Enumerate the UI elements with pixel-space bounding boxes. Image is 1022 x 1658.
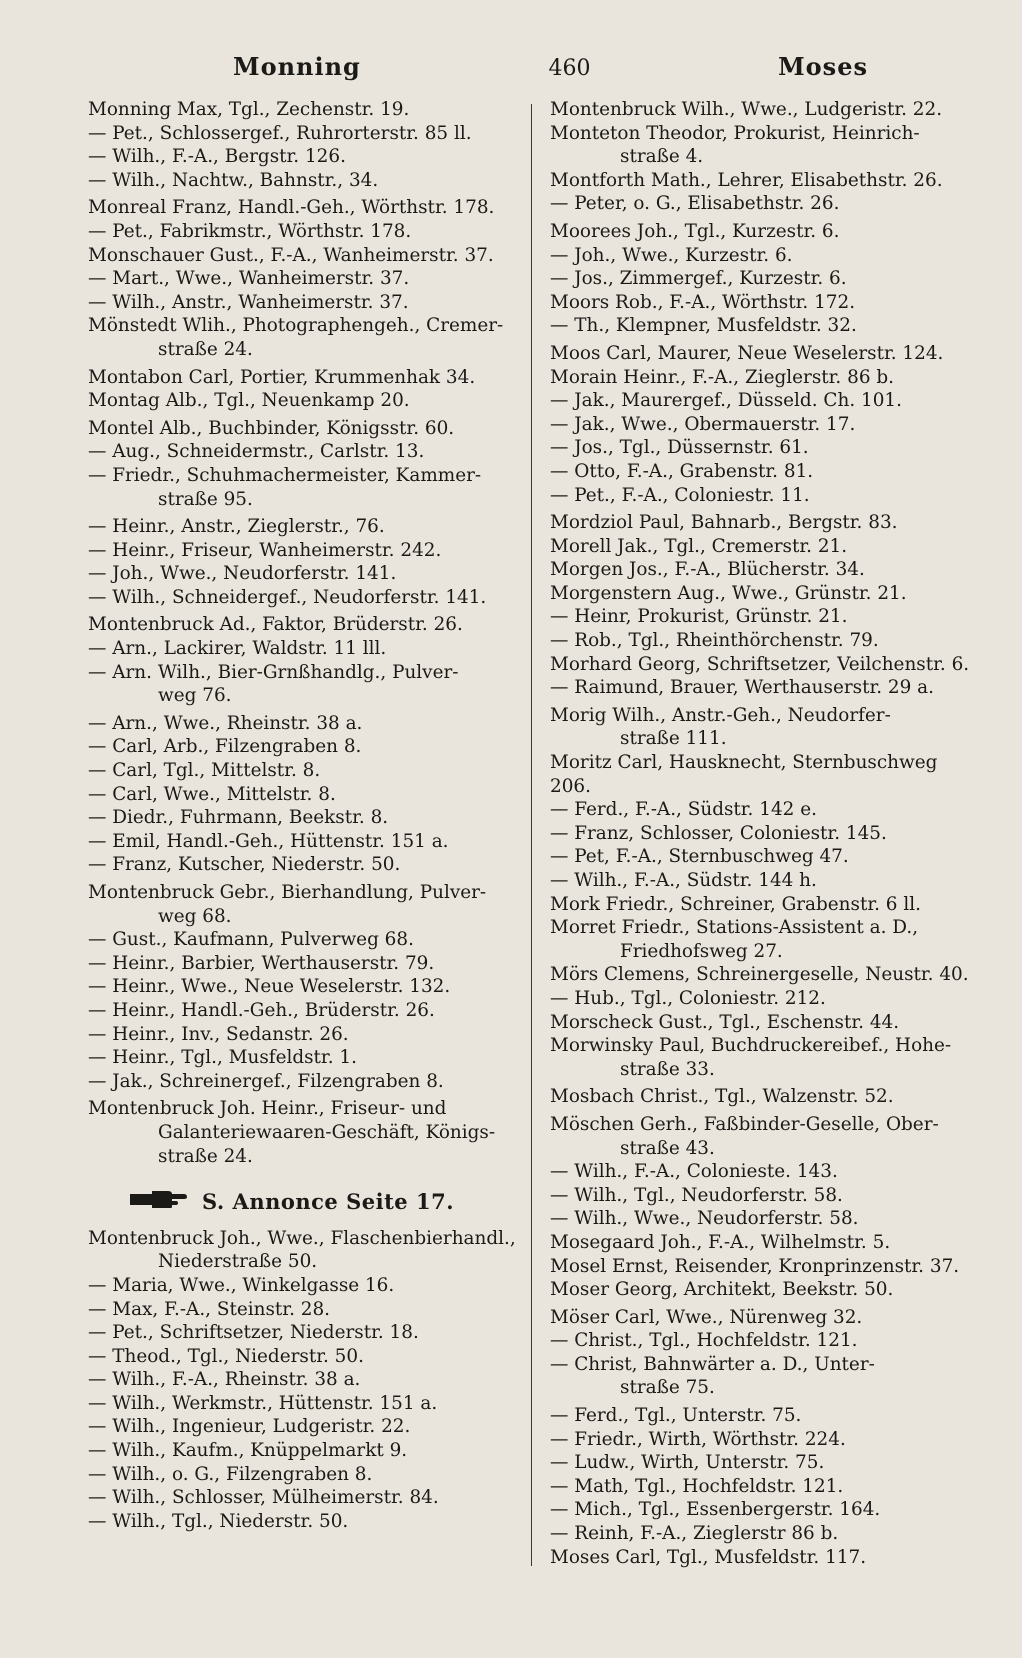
directory-entry (550, 845, 980, 869)
entry-line: — Maria, Wwe., Winkelgasse 16. (88, 1274, 395, 1296)
directory-entry (550, 1231, 980, 1255)
directory-entry (88, 389, 518, 413)
entry-line: Morscheck Gust., Tgl., Eschenstr. 44. (550, 1011, 900, 1033)
directory-entry (88, 1097, 518, 1168)
directory-entry (550, 1160, 980, 1184)
entry-continuation: straße 4. (620, 146, 704, 168)
entry-line: — Carl, Tgl., Mittelstr. 8. (88, 760, 321, 782)
directory-entry (88, 417, 518, 441)
column-divider (531, 104, 532, 1566)
entry-line: — Wilh., Tgl., Niederstr. 50. (88, 1510, 349, 1532)
directory-entry (550, 1113, 980, 1160)
entry-continuation: straße 24. (158, 1145, 253, 1167)
directory-entry (88, 366, 518, 390)
directory-entry (550, 1085, 980, 1109)
entry-line: Morig Wilh., Anstr.-Geh., Neudorfer- (550, 704, 891, 726)
entry-line: Morgenstern Aug., Wwe., Grünstr. 21. (550, 582, 907, 604)
entry-line: — Wilh., F.-A., Rheinstr. 38 a. (88, 1369, 361, 1391)
entry-line: — Arn. Wilh., Bier-Grnßhandlg., Pulver- (88, 661, 459, 683)
entry-line: Moses Carl, Tgl., Musfeldstr. 117. (550, 1546, 867, 1568)
entry-line: Morhard Georg, Schriftsetzer, Veilchenstr. 6. (550, 653, 970, 675)
directory-entry (88, 145, 518, 169)
entry-line: — Ludw., Wirth, Unterstr. 75. (550, 1452, 825, 1474)
directory-entry (550, 1329, 980, 1353)
directory-entry (550, 460, 980, 484)
entry-line: Mosbach Christ., Tgl., Walzenstr. 52. (550, 1086, 894, 1108)
directory-entry (88, 975, 518, 999)
entry-line: Montag Alb., Tgl., Neuenkamp 20. (88, 390, 410, 412)
entry-line: — Mart., Wwe., Wanheimerstr. 37. (88, 268, 410, 290)
directory-entry (88, 1227, 518, 1274)
entry-line: — Joh., Wwe., Neudorferstr. 141. (88, 563, 397, 585)
directory-entry (550, 342, 980, 366)
entry-line: Monschauer Gust., F.-A., Wanheimerstr. 37. (88, 244, 494, 266)
directory-entry (550, 1475, 980, 1499)
entry-line: — Heinr., Inv., Sedanstr. 26. (88, 1023, 349, 1045)
entry-line: — Arn., Wwe., Rheinstr. 38 a. (88, 712, 363, 734)
directory-entry (88, 244, 518, 268)
entry-line: — Wilh., Wwe., Neudorferstr. 58. (550, 1208, 859, 1230)
entry-line: Morgen Jos., F.-A., Blücherstr. 34. (550, 559, 865, 581)
directory-entry (550, 1428, 980, 1452)
entry-line: — Franz, Schlosser, Coloniestr. 145. (550, 822, 887, 844)
entry-line: Morain Heinr., F.-A., Zieglerstr. 86 b. (550, 366, 894, 388)
entry-line: — Wilh., Schneidergef., Neudorferstr. 141. (88, 586, 487, 608)
directory-entry (550, 484, 980, 508)
directory-entry (550, 893, 980, 917)
directory-entry (88, 783, 518, 807)
directory-entry (88, 1321, 518, 1345)
page-header (88, 52, 988, 92)
entry-line: — Hub., Tgl., Coloniestr. 212. (550, 987, 826, 1009)
directory-entry (550, 822, 980, 846)
directory-entry (88, 1298, 518, 1322)
header-right-keyword: Moses (778, 52, 868, 81)
directory-entry (88, 122, 518, 146)
directory-entry (88, 440, 518, 464)
directory-entry (88, 661, 518, 708)
directory-entry (550, 267, 980, 291)
directory-entry (550, 1404, 980, 1428)
entry-line: — Friedr., Wirth, Wörthstr. 224. (550, 1428, 846, 1450)
directory-entry (88, 613, 518, 637)
entry-line: — Wilh., o. G., Filzengraben 8. (88, 1463, 373, 1485)
directory-entry (88, 928, 518, 952)
directory-entry (88, 220, 518, 244)
directory-entry (550, 1034, 980, 1081)
entry-line: — Th., Klempner, Musfeldstr. 32. (550, 315, 857, 337)
directory-entry (550, 314, 980, 338)
directory-entry (550, 676, 980, 700)
directory-entry (550, 220, 980, 244)
directory-entry (88, 196, 518, 220)
entry-line: — Heinr., Tgl., Musfeldstr. 1. (88, 1047, 357, 1069)
entry-continuation: weg 76. (158, 685, 232, 707)
directory-entry (550, 1498, 980, 1522)
entry-line: Montabon Carl, Portier, Krummenhak 34. (88, 366, 476, 388)
entry-line: — Carl, Wwe., Mittelstr. 8. (88, 783, 336, 805)
directory-entry (550, 122, 980, 169)
entry-line: Monning Max, Tgl., Zechenstr. 19. (88, 99, 410, 120)
entry-line: — Reinh, F.-A., Zieglerstr 86 b. (550, 1523, 839, 1545)
directory-entry (88, 952, 518, 976)
entry-line: Mork Friedr., Schreiner, Grabenstr. 6 ll. (550, 893, 921, 915)
entry-line: — Carl, Arb., Filzengraben 8. (88, 736, 362, 758)
directory-entry (88, 637, 518, 661)
directory-entry (88, 806, 518, 830)
directory-entry (550, 916, 980, 963)
entry-line: — Gust., Kaufmann, Pulverweg 68. (88, 929, 414, 951)
directory-entry (550, 1546, 980, 1570)
directory-entry (550, 511, 980, 535)
directory-entry (88, 1345, 518, 1369)
entry-line: Montenbruck Ad., Faktor, Brüderstr. 26. (88, 614, 463, 636)
directory-entry (88, 735, 518, 759)
entry-line: Moritz Carl, Hausknecht, Sternbuschweg 206. (550, 752, 938, 797)
directory-entry (88, 999, 518, 1023)
entry-line: — Wilh., Ingenieur, Ludgeristr. 22. (88, 1416, 411, 1438)
directory-entry (88, 586, 518, 610)
directory-entry (550, 535, 980, 559)
directory-entry (550, 1353, 980, 1400)
entry-line: — Pet., Schlossergef., Ruhrorterstr. 85 ll. (88, 122, 472, 144)
right-column (550, 98, 980, 1569)
directory-entry (550, 366, 980, 390)
entry-line: — Peter, o. G., Elisabethstr. 26. (550, 193, 840, 215)
entry-line: Montenbruck Wilh., Wwe., Ludgeristr. 22. (550, 99, 943, 120)
entry-line: Möschen Gerh., Faßbinder-Geselle, Ober- (550, 1113, 939, 1135)
directory-entry (550, 98, 980, 122)
directory-entry (88, 515, 518, 539)
entry-line: Mordziol Paul, Bahnarb., Bergstr. 83. (550, 512, 898, 534)
entry-line: — Arn., Lackirer, Waldstr. 11 lll. (88, 638, 387, 660)
entry-line: Moser Georg, Architekt, Beekstr. 50. (550, 1279, 894, 1301)
entry-line: Moors Rob., F.-A., Wörthstr. 172. (550, 291, 856, 313)
left-column (88, 98, 518, 1533)
directory-entry (550, 869, 980, 893)
entry-line: Mosel Ernst, Reisender, Kronprinzenstr. 37. (550, 1255, 960, 1277)
entry-line: Monteton Theodor, Prokurist, Heinrich- (550, 122, 920, 144)
entry-line: — Theod., Tgl., Niederstr. 50. (88, 1345, 364, 1367)
entry-line: Morret Friedr., Stations-Assistent a. D., (550, 917, 919, 939)
entry-line: — Wilh., Nachtw., Bahnstr., 34. (88, 169, 379, 191)
pointing-hand-icon (128, 1188, 188, 1215)
entry-line: — Wilh., F.-A., Südstr. 144 h. (550, 870, 817, 891)
entry-line: — Jak., Maurergef., Düsseld. Ch. 101. (550, 390, 902, 412)
directory-entry (88, 1510, 518, 1534)
entry-line: Mörs Clemens, Schreinergeselle, Neustr. 40. (550, 964, 969, 986)
left-entries (88, 98, 518, 1168)
directory-entry (550, 1255, 980, 1279)
annonce-line (88, 1188, 518, 1215)
directory-entry (88, 314, 518, 361)
entry-line: Moorees Joh., Tgl., Kurzestr. 6. (550, 220, 840, 242)
entry-line: — Ferd., F.-A., Südstr. 142 e. (550, 799, 817, 821)
entry-line: Morell Jak., Tgl., Cremerstr. 21. (550, 535, 848, 557)
entry-line: — Joh., Wwe., Kurzestr. 6. (550, 244, 793, 266)
entry-line: — Franz, Kutscher, Niederstr. 50. (88, 854, 401, 876)
entry-line: Mosegaard Joh., F.-A., Wilhelmstr. 5. (550, 1231, 891, 1253)
entry-line: — Pet, F.-A., Sternbuschweg 47. (550, 846, 849, 868)
entry-line: Morwinsky Paul, Buchdruckereibef., Hohe- (550, 1035, 952, 1057)
directory-entry (550, 558, 980, 582)
directory-entry (88, 1368, 518, 1392)
left-entries-after (88, 1227, 518, 1534)
entry-line: — Heinr., Wwe., Neue Weselerstr. 132. (88, 976, 451, 998)
entry-line: — Max, F.-A., Steinstr. 28. (88, 1298, 331, 1320)
entry-line: — Jak., Wwe., Obermauerstr. 17. (550, 413, 856, 435)
entry-line: — Wilh., F.-A., Bergstr. 126. (88, 146, 346, 168)
directory-entry (88, 169, 518, 193)
directory-entry (550, 1207, 980, 1231)
directory-entry (550, 1011, 980, 1035)
entry-line: — Wilh., Anstr., Wanheimerstr. 37. (88, 291, 409, 313)
header-left-keyword: Monning (233, 52, 361, 81)
directory-entry (88, 1439, 518, 1463)
entry-line: — Wilh., F.-A., Colonieste. 143. (550, 1161, 838, 1183)
entry-line: — Jos., Tgl., Düssernstr. 61. (550, 437, 809, 459)
entry-line: — Wilh., Tgl., Neudorferstr. 58. (550, 1184, 843, 1206)
entry-continuation: Niederstraße 50. (158, 1251, 318, 1273)
directory-entry (88, 1046, 518, 1070)
page-number: 460 (548, 56, 591, 81)
entry-line: — Otto, F.-A., Grabenstr. 81. (550, 460, 814, 482)
directory-entry (88, 1392, 518, 1416)
entry-continuation: straße 75. (620, 1377, 715, 1399)
directory-entry (88, 881, 518, 928)
directory-entry (88, 759, 518, 783)
directory-entry (550, 169, 980, 193)
directory-entry (88, 464, 518, 511)
entry-line: — Raimund, Brauer, Werthauserstr. 29 a. (550, 677, 934, 699)
directory-entry (550, 629, 980, 653)
entry-continuation: straße 95. (158, 488, 253, 510)
entry-continuation: straße 33. (620, 1058, 715, 1080)
entry-continuation: straße 24. (158, 338, 253, 360)
entry-continuation: straße 43. (620, 1137, 715, 1159)
directory-entry (550, 1451, 980, 1475)
directory-entry (88, 562, 518, 586)
entry-line: Montforth Math., Lehrer, Elisabethstr. 26. (550, 169, 943, 191)
right-entries (550, 98, 980, 1569)
entry-line: — Friedr., Schuhmachermeister, Kammer- (88, 464, 482, 486)
entry-line: — Heinr., Barbier, Werthauserstr. 79. (88, 952, 435, 974)
directory-entry (550, 244, 980, 268)
entry-line: Montenbruck Joh., Wwe., Flaschenbierhandl., (88, 1227, 516, 1249)
directory-entry (88, 267, 518, 291)
directory-entry (550, 1522, 980, 1546)
entry-continuation: Friedhofsweg 27. (620, 940, 783, 962)
entry-line: Montel Alb., Buchbinder, Königsstr. 60. (88, 417, 455, 439)
directory-entry (88, 830, 518, 854)
entry-line: — Mich., Tgl., Essenbergerstr. 164. (550, 1499, 881, 1521)
directory-entry (88, 712, 518, 736)
directory-entry (550, 291, 980, 315)
entry-line: — Emil, Handl.-Geh., Hüttenstr. 151 a. (88, 830, 449, 852)
entry-line: — Heinr., Friseur, Wanheimerstr. 242. (88, 539, 442, 561)
entry-continuation: weg 68. (158, 905, 232, 927)
entry-line: — Heinr., Anstr., Zieglerstr., 76. (88, 516, 385, 538)
entry-line: — Pet., F.-A., Coloniestr. 11. (550, 484, 810, 506)
entry-line: — Diedr., Fuhrmann, Beekstr. 8. (88, 807, 389, 829)
directory-entry (88, 539, 518, 563)
annonce-text: S. Annonce Seite 17. (202, 1188, 455, 1214)
directory-entry (550, 1184, 980, 1208)
entry-line: Monreal Franz, Handl.-Geh., Wörthstr. 178. (88, 197, 495, 219)
entry-line: — Heinr., Handl.-Geh., Brüderstr. 26. (88, 999, 435, 1021)
directory-entry (550, 653, 980, 677)
directory-entry (88, 1415, 518, 1439)
directory-entry (550, 751, 980, 798)
directory-entry (550, 192, 980, 216)
directory-entry (88, 98, 518, 122)
directory-entry (550, 582, 980, 606)
entry-line: Mönstedt Wlih., Photographengeh., Cremer- (88, 315, 504, 337)
entry-line: — Wilh., Schlosser, Mülheimerstr. 84. (88, 1487, 439, 1509)
directory-entry (550, 413, 980, 437)
entry-line: — Christ, Bahnwärter a. D., Unter- (550, 1353, 875, 1375)
directory-entry (88, 853, 518, 877)
entry-line: — Aug., Schneidermstr., Carlstr. 13. (88, 441, 425, 463)
directory-entry (88, 1070, 518, 1094)
directory-entry (88, 291, 518, 315)
directory-entry (550, 1278, 980, 1302)
directory-entry (550, 1306, 980, 1330)
entry-line: — Jos., Zimmergef., Kurzestr. 6. (550, 268, 847, 290)
entry-continuation: straße 111. (620, 728, 727, 750)
entry-line: — Rob., Tgl., Rheinthörchenstr. 79. (550, 630, 879, 652)
entry-line: — Pet., Schriftsetzer, Niederstr. 18. (88, 1322, 419, 1344)
directory-entry (550, 389, 980, 413)
entry-line: — Math, Tgl., Hochfeldstr. 121. (550, 1475, 844, 1497)
entry-line: — Ferd., Tgl., Unterstr. 75. (550, 1405, 802, 1427)
entry-continuation: Galanteriewaaren-Geschäft, Königs- (158, 1121, 496, 1143)
directory-entry (88, 1023, 518, 1047)
entry-line: Möser Carl, Wwe., Nürenweg 32. (550, 1306, 863, 1328)
directory-entry (88, 1274, 518, 1298)
entry-line: Moos Carl, Maurer, Neue Weselerstr. 124. (550, 342, 944, 364)
entry-line: — Jak., Schreinergef., Filzengraben 8. (88, 1070, 444, 1092)
directory-entry (550, 704, 980, 751)
directory-entry (550, 987, 980, 1011)
entry-line: — Heinr, Prokurist, Grünstr. 21. (550, 606, 848, 628)
entry-line: — Wilh., Werkmstr., Hüttenstr. 151 a. (88, 1392, 438, 1414)
entry-line: Montenbruck Gebr., Bierhandlung, Pulver- (88, 882, 487, 903)
directory-entry (88, 1486, 518, 1510)
directory-entry (550, 798, 980, 822)
entry-line: Montenbruck Joh. Heinr., Friseur- und (88, 1098, 447, 1120)
entry-line: — Christ., Tgl., Hochfeldstr. 121. (550, 1330, 858, 1352)
entry-line: — Wilh., Kaufm., Knüppelmarkt 9. (88, 1440, 408, 1462)
directory-entry (88, 1463, 518, 1487)
directory-entry (550, 436, 980, 460)
directory-entry (550, 963, 980, 987)
entry-line: — Pet., Fabrikmstr., Wörthstr. 178. (88, 220, 412, 242)
directory-entry (550, 605, 980, 629)
